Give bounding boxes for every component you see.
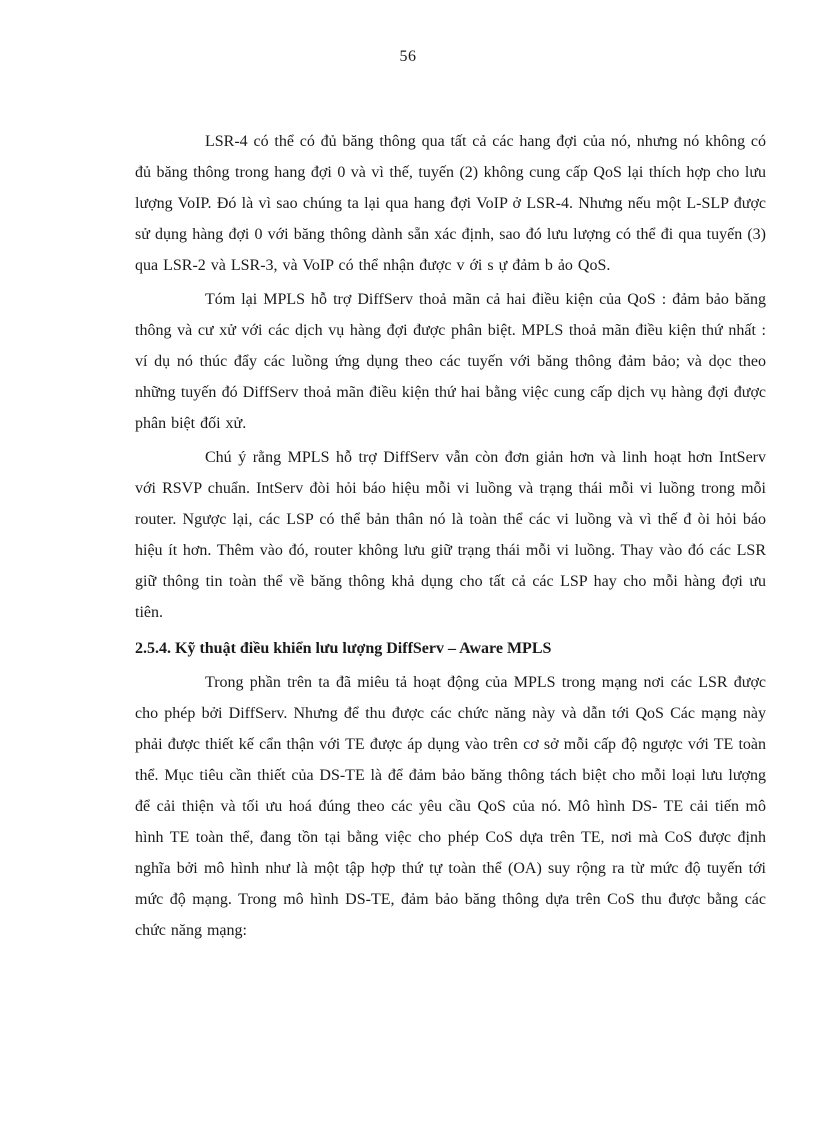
- page-number: 56: [399, 48, 417, 65]
- paragraph-mpls-diffserv-summary: Tóm lại MPLS hỗ trợ DiffServ thoả mãn cả hai điều kiện của QoS : đảm bảo băng thông và cư xử với các dịch vụ hàng đợi được phân biệt. MPLS thoả mãn điều kiện thứ nhất : ví dụ nó thúc đẩy các luồng ứng dụng theo các tuyến với băng thông đảm bảo; và dọc theo những tuyến đó DiffServ thoả mãn điều kiện thứ hai bằng việc cung cấp dịch vụ hàng đợi được phân biệt đối xử.: [135, 291, 766, 432]
- document-body: [135, 126, 766, 946]
- section-heading: 2.5.4. Kỹ thuật điều khiển lưu lượng DiffServ – Aware MPLS: [135, 640, 552, 657]
- paragraph-lsr4-bandwidth: LSR-4 có thể có đủ băng thông qua tất cả các hang đợi của nó, nhưng nó không có đủ băng thông trong hang đợi 0 và vì thế, tuyến (2) không cung cấp QoS lại thích hợp cho lưu lượng VoIP. Đó là vì sao chúng ta lại qua hang đợi VoIP ở LSR-4. Nhưng nếu một L-SLP được sử dụng hàng đợi 0 với băng thông dành sẵn xác định, sao đó lưu lượng có thể đi qua tuyến (3) qua LSR-2 và LSR-3, và VoIP có thể nhận được v ới s ự đảm b ảo QoS.: [135, 133, 766, 274]
- paragraph-mpls-vs-intserv: Chú ý rằng MPLS hỗ trợ DiffServ vẫn còn đơn giản hơn và linh hoạt hơn IntServ với RSVP chuẩn. IntServ đòi hỏi báo hiệu mỗi vi luồng và trạng thái mỗi vi luồng trong mỗi router. Ngược lại, các LSP có thể bản thân nó là toàn thể các vi luồng và vì thế đ òi hỏi báo hiệu ít hơn. Thêm vào đó, router không lưu giữ trạng thái mỗi vi luồng. Thay vào đó các LSR giữ thông tin toàn thể về băng thông khả dụng cho tất cả các LSP hay cho mỗi hàng đợi ưu tiên.: [135, 449, 766, 621]
- paragraph-ds-te-model: Trong phần trên ta đã miêu tả hoạt động của MPLS trong mạng nơi các LSR được cho phép bởi DiffServ. Nhưng để thu được các chức năng này và dẫn tới QoS Các mạng này phải được thiết kế cẩn thận với TE được áp dụng vào trên cơ sở mỗi cấp độ ngược với TE toàn thể. Mục tiêu cần thiết của DS-TE là để đảm bảo băng thông tách biệt cho mỗi loại lưu lượng để cải thiện và tối ưu hoá đúng theo các yêu cầu QoS của nó. Mô hình DS- TE cải tiến mô hình TE toàn thể, đang tồn tại bằng việc cho phép CoS dựa trên TE, nơi mà CoS được định nghĩa bởi mô hình như là một tập hợp thứ tự toàn thể (OA) suy rộng ra từ mức độ tuyến tới mức độ mạng. Trong mô hình DS-TE, đảm bảo băng thông dựa trên CoS thu được bằng các chức năng mạng:: [135, 674, 766, 939]
